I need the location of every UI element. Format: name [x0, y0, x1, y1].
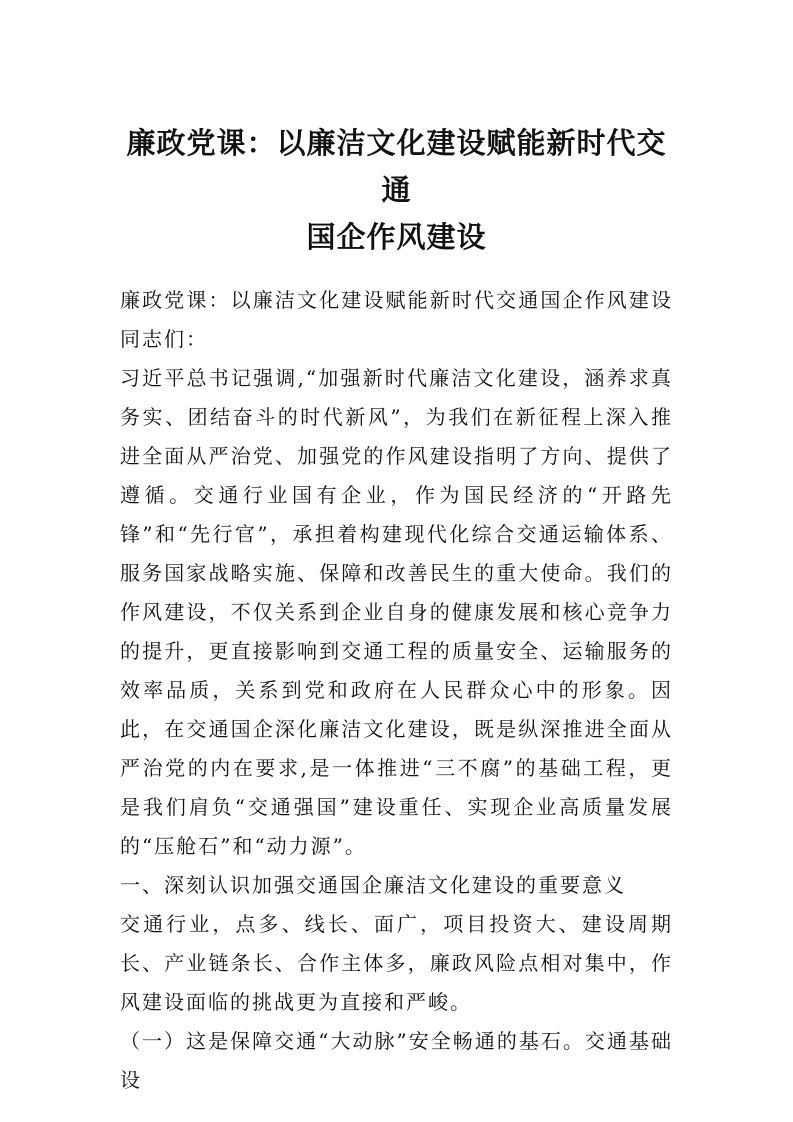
- paragraph-section-text: 交通行业，点多、线长、面广，项目投资大、建设周期长、产业链条长、合作主体多，廉政风险点相对集中，作风建设面临的挑战更为直接和严峻。: [120, 912, 673, 1014]
- paragraph-intro: 廉政党课：以廉洁文化建设赋能新时代交通国企作风建设同志们：: [120, 288, 673, 351]
- title-line-2: 国企作风建设: [306, 220, 487, 254]
- document-title: [120, 120, 673, 261]
- subsection-heading: （一）这是保障交通“大动脉”安全畅通的基石。交通基础设: [120, 1029, 673, 1092]
- title-line-1: 廉政党课：以廉洁文化建设赋能新时代交通: [126, 126, 667, 207]
- document-body: [120, 281, 673, 1100]
- paragraph-main: 习近平总书记强调,“加强新时代廉洁文化建设，涵养求真务实、团结奋斗的时代新风”，为我们在新征程上深入推进全面从严治党、加强党的作风建设指明了方向、提供了遵循。交通行业国有企业，作为国民经济的“开路先锋”和“先行官”，承担着构建现代化综合交通运输体系、服务国家战略实施、保障和改善民生的重大使命。我们的作风建设，不仅关系到企业自身的健康发展和核心竞争力的提升，更直接影响到交通工程的质量安全、运输服务的效率品质，关系到党和政府在人民群众心中的形象。因此，在交通国企深化廉洁文化建设，既是纵深推进全面从严治党的内在要求,是一体推进“三不腐”的基础工程，更是我们肩负“交通强国”建设重任、实现企业高质量发展的“压舱石”和“动力源”。: [120, 366, 673, 858]
- section-heading: 一、深刻认识加强交通国企廉洁文化建设的重要意义: [120, 873, 626, 897]
